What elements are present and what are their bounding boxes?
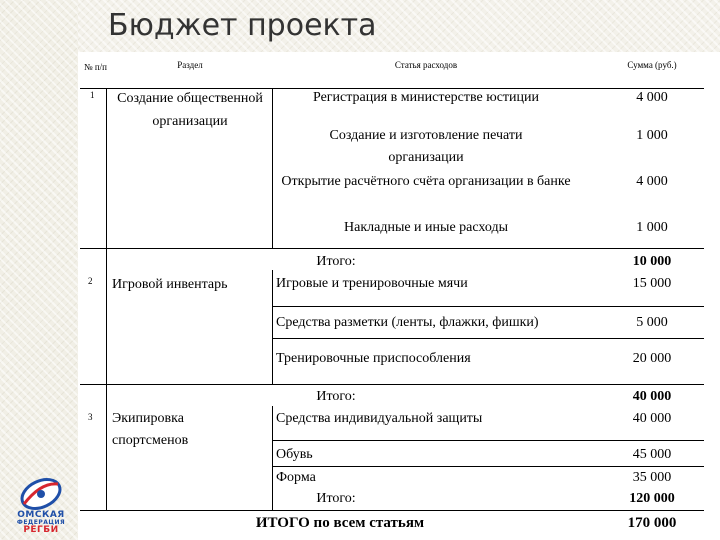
section1-name: Создание общественной организации: [117, 91, 263, 129]
section3-total-label: Итого:: [316, 491, 356, 506]
column-divider: [106, 88, 107, 510]
column-divider: [272, 406, 273, 510]
page-title: Бюджет проекта: [108, 8, 377, 43]
section1-total-sum: 10 000: [632, 254, 672, 269]
section2-sum1: 15 000: [632, 276, 672, 291]
section1-sum4: 1 000: [636, 220, 668, 235]
section2-total-label: Итого:: [316, 389, 356, 404]
section3-total-sum: 120 000: [629, 491, 675, 506]
row-divider: [272, 306, 704, 307]
section1-sum1: 4 000: [636, 90, 668, 105]
section1-item3: Открытие расчётного счёта организации в банке: [281, 174, 571, 189]
section2-item3: Тренировочные приспособления: [276, 351, 471, 366]
rugby-ball-icon: [10, 474, 72, 514]
section1-item4: Накладные и иные расходы: [344, 220, 508, 235]
row-divider: [272, 440, 704, 441]
section1-item1: Регистрация в министерстве юстиции: [312, 90, 540, 105]
section3-item2: Обувь: [276, 447, 313, 462]
section3-num: 3: [88, 412, 93, 422]
grand-total-sum: 170 000: [627, 515, 677, 531]
section2-item1: Игровые и тренировочные мячи: [276, 276, 468, 291]
section2-num: 2: [88, 276, 93, 286]
section2-bottom-border: [80, 384, 704, 385]
logo-text-line1: ОМСКАЯ: [17, 510, 65, 520]
section2-item2: Средства разметки (ленты, флажки, фишки): [276, 315, 539, 330]
section2-sum2: 5 000: [636, 315, 668, 330]
section2-sum3: 20 000: [632, 351, 672, 366]
section3-sum3: 35 000: [632, 470, 672, 485]
column-divider: [272, 88, 273, 248]
section2-name: Игровой инвентарь: [112, 277, 228, 292]
header-sum: Сумма (руб.): [627, 60, 677, 70]
section3-item1: Средства индивидуальной защиты: [276, 411, 483, 426]
section1-sum2: 1 000: [636, 128, 668, 143]
header-item: Статья расходов: [394, 60, 458, 70]
logo-text-line3: РЕГБИ: [23, 525, 59, 535]
row-divider: [272, 338, 704, 339]
grand-total-label: ИТОГО по всем статьям: [255, 515, 425, 531]
header-num: № п/п: [84, 62, 107, 72]
decorative-left-strip: [0, 0, 78, 540]
grand-total-top-border: [80, 510, 704, 511]
section1-total-label: Итого:: [316, 254, 356, 269]
column-divider: [272, 270, 273, 384]
section2-total-sum: 40 000: [632, 389, 672, 404]
section1-bottom-border: [80, 248, 704, 249]
section3-item3: Форма: [276, 470, 316, 485]
header-section: Раздел: [177, 60, 203, 70]
logo-text-line2: ФЕДЕРАЦИЯ: [16, 519, 66, 526]
rugby-federation-logo: [10, 474, 72, 536]
section1-sum3: 4 000: [636, 174, 668, 189]
section3-sum2: 45 000: [632, 447, 672, 462]
section3-sum1: 40 000: [632, 411, 672, 426]
section1-num: 1: [90, 90, 95, 100]
section1-item2: Создание и изготовление печати организации: [329, 128, 523, 165]
section3-name: Экипировка спортсменов: [112, 411, 189, 448]
